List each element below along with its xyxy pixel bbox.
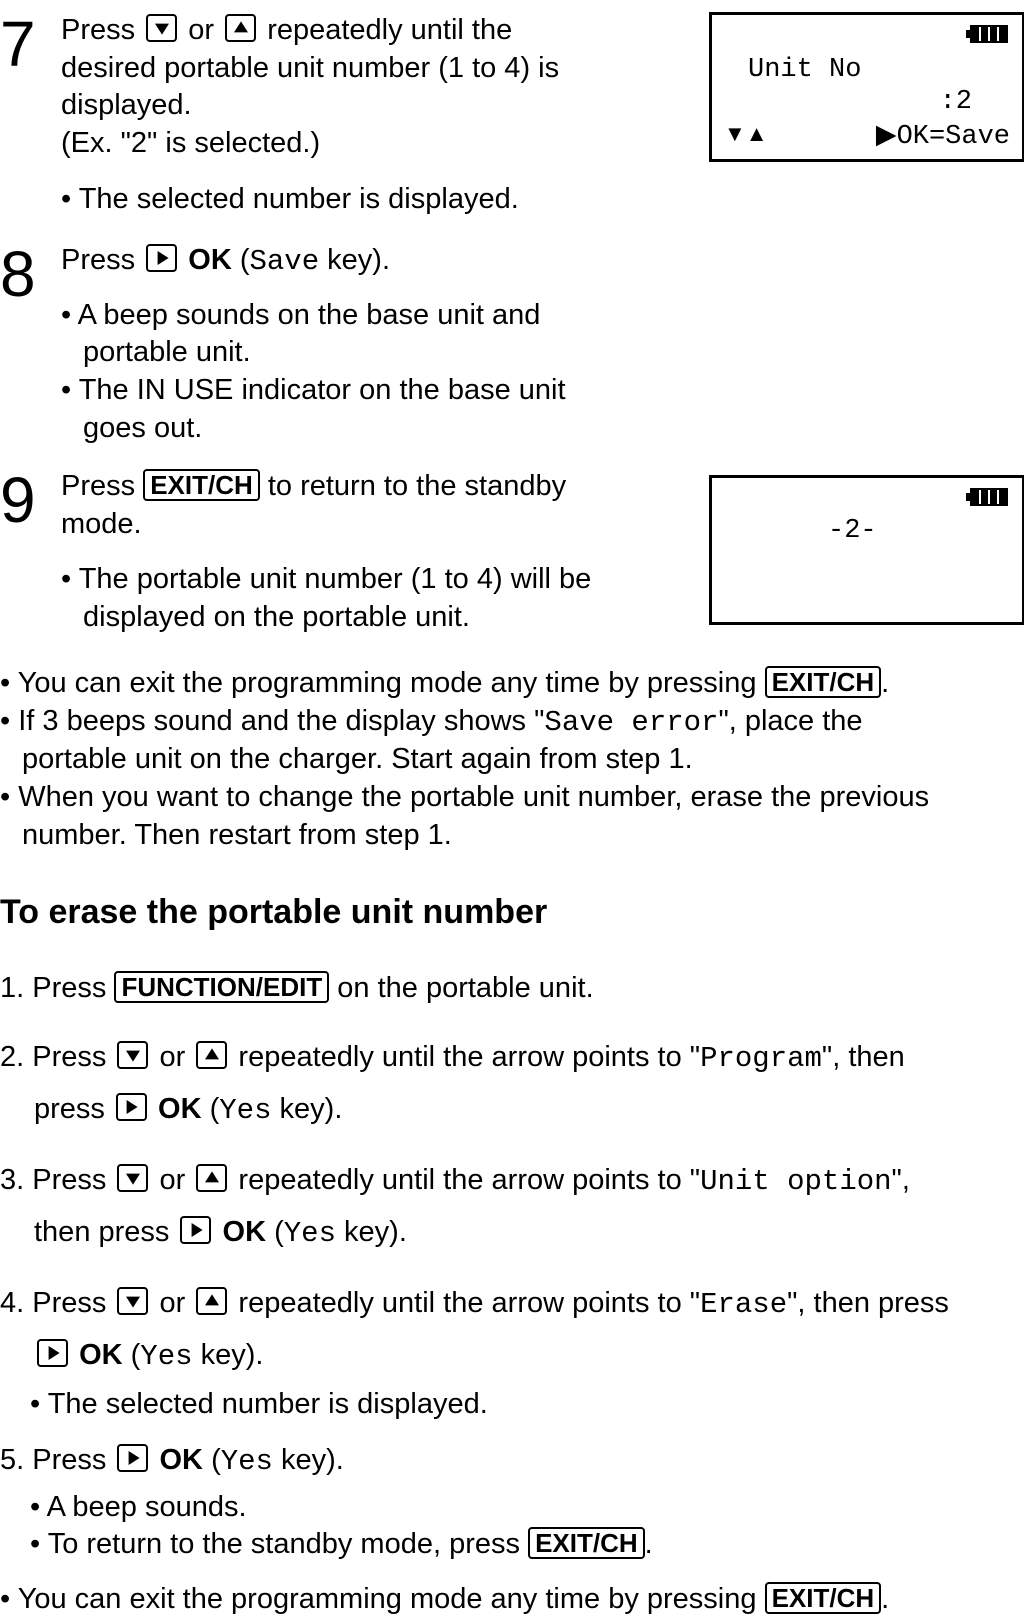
step-9-number: 9 [0,464,36,536]
up-key-icon [196,1041,227,1069]
up-key-icon [225,14,256,42]
right-key-icon [146,244,177,272]
step-8-number: 8 [0,238,36,310]
exit-ch-key: EXIT/CH [143,469,260,501]
right-key-icon [117,1444,148,1472]
step-8-text: Press OK (Save key). • A beep sounds on the base unit and portable unit. • The IN USE indicator on the base unit goes out. [61,244,566,444]
right-key-icon [180,1216,211,1244]
lcd-display-unit-no [709,12,1024,162]
battery-icon [970,488,1008,506]
down-key-icon [146,14,177,42]
exit-ch-key: EXIT/CH [528,1527,645,1559]
up-key-icon [196,1164,227,1192]
exit-ch-key: EXIT/CH [765,1582,882,1614]
right-key-icon [37,1339,68,1367]
notes-list: • You can exit the programming mode any time by pressing EXIT/CH . • If 3 beeps sound and the display shows "Save error", place the portable unit on the charger. Start again from step 1. • When you want to change the portable unit number, erase the previous number. Then restart from step 1. [0,667,930,851]
lcd-line-1: Unit No [748,55,862,85]
erase-step-5: 5. Press OK (Yes key). • A beep sounds. • To return to the standby mode, press EXIT/CH . [0,1444,653,1561]
erase-step-4: 4. Press or repeatedly until the arrow points to "Erase", then press OK (Yes key). • The selected number is displayed. [0,1287,949,1420]
down-key-icon [117,1041,148,1069]
step-7-number: 7 [0,8,36,80]
section-heading: To erase the portable unit number [0,893,548,931]
erase-step-1: 1. Press FUNCTION/EDIT on the portable unit. [0,972,594,1004]
footer-note: • You can exit the programming mode any time by pressing EXIT/CH . [0,1583,890,1615]
down-key-icon [117,1164,148,1192]
lcd-unit-number: -2- [828,516,877,546]
lcd-line-2: :2 [939,87,972,117]
lcd-ok-save: ▶OK=Save [875,122,1010,152]
step-9-text: Press EXIT/CH to return to the standby mode. • The portable unit number (1 to 4) will be displayed on the portable unit. [61,470,592,634]
up-key-icon [196,1287,227,1315]
lcd-display-standby [709,475,1024,625]
exit-ch-key: EXIT/CH [765,666,882,698]
lcd-arrows-icon: ▼▲ [724,121,768,146]
function-edit-key: FUNCTION/EDIT [114,971,329,1003]
right-key-icon [116,1093,147,1121]
battery-icon [970,25,1008,43]
erase-step-2: 2. Press or repeatedly until the arrow points to "Program", then press OK (Yes key). [0,1041,905,1127]
down-key-icon [117,1287,148,1315]
step-7-text: Press or repeatedly until the desired portable unit number (1 to 4) is displayed. (Ex. "2" is selected.) • The selected number is displayed. [61,14,560,215]
erase-step-3: 3. Press or repeatedly until the arrow points to "Unit option", then press OK (Yes key). [0,1164,910,1250]
